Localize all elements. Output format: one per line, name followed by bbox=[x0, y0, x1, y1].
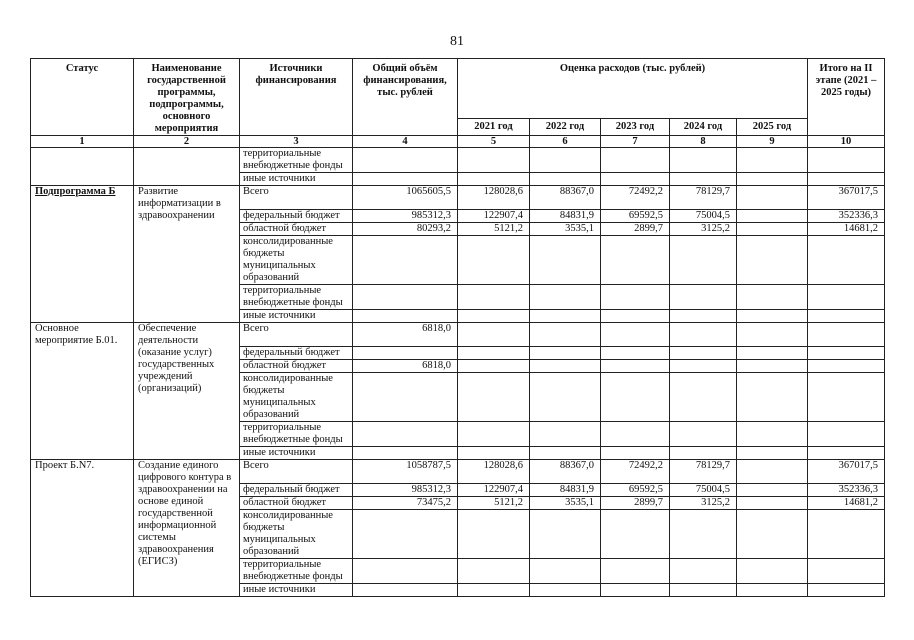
row-source: иные источники bbox=[240, 584, 353, 597]
row-value bbox=[737, 373, 808, 422]
row-value bbox=[670, 323, 737, 347]
row-value: 14681,2 bbox=[808, 223, 885, 236]
row-value: 3535,1 bbox=[530, 223, 601, 236]
header-sources: Источники финансирования bbox=[240, 59, 353, 136]
row-value: 128028,6 bbox=[458, 460, 530, 484]
row-source: иные источники bbox=[240, 173, 353, 186]
header-status: Статус bbox=[31, 59, 134, 136]
row-value: 3535,1 bbox=[530, 497, 601, 510]
row-value bbox=[737, 236, 808, 285]
row-value bbox=[530, 347, 601, 360]
row-source: территориальные внебюджетные фонды bbox=[240, 422, 353, 447]
row-value bbox=[808, 323, 885, 347]
row-value: 88367,0 bbox=[530, 460, 601, 484]
row-value bbox=[737, 422, 808, 447]
row-value bbox=[530, 360, 601, 373]
row-value bbox=[458, 373, 530, 422]
row-value: 78129,7 bbox=[670, 186, 737, 210]
row-value bbox=[353, 584, 458, 597]
row-value bbox=[601, 236, 670, 285]
row-value bbox=[808, 173, 885, 186]
column-number: 8 bbox=[670, 136, 737, 148]
column-number: 3 bbox=[240, 136, 353, 148]
row-value bbox=[601, 360, 670, 373]
row-value: 84831,9 bbox=[530, 484, 601, 497]
row-value bbox=[458, 173, 530, 186]
row-status: Проект Б.N7. bbox=[31, 460, 134, 597]
row-value bbox=[458, 447, 530, 460]
row-value bbox=[808, 510, 885, 559]
row-value: 72492,2 bbox=[601, 460, 670, 484]
row-value: 122907,4 bbox=[458, 210, 530, 223]
row-value: 367017,5 bbox=[808, 460, 885, 484]
row-value bbox=[670, 447, 737, 460]
row-value: 84831,9 bbox=[530, 210, 601, 223]
row-program-name: Создание единого цифрового контура в здравоохранении на основе единой государственной информационной системы здравоохранения (ЕГИСЗ) bbox=[134, 460, 240, 597]
row-value bbox=[737, 148, 808, 173]
row-value: 78129,7 bbox=[670, 460, 737, 484]
header-year: 2025 год bbox=[737, 119, 808, 136]
row-value bbox=[458, 510, 530, 559]
row-value bbox=[601, 510, 670, 559]
row-value bbox=[458, 360, 530, 373]
row-value bbox=[737, 447, 808, 460]
row-value bbox=[458, 285, 530, 310]
row-value bbox=[737, 584, 808, 597]
row-value: 88367,0 bbox=[530, 186, 601, 210]
row-value bbox=[670, 559, 737, 584]
row-value bbox=[530, 148, 601, 173]
row-source: иные источники bbox=[240, 310, 353, 323]
row-value bbox=[737, 510, 808, 559]
row-value: 352336,3 bbox=[808, 484, 885, 497]
row-value bbox=[458, 347, 530, 360]
row-value: 69592,5 bbox=[601, 484, 670, 497]
row-value bbox=[808, 373, 885, 422]
row-value bbox=[458, 323, 530, 347]
row-value bbox=[530, 510, 601, 559]
row-value bbox=[458, 148, 530, 173]
row-value bbox=[670, 373, 737, 422]
row-value bbox=[530, 447, 601, 460]
row-value: 985312,3 bbox=[353, 484, 458, 497]
row-source: консолидированные бюджеты муниципальных образований bbox=[240, 236, 353, 285]
row-value bbox=[737, 497, 808, 510]
row-value bbox=[601, 173, 670, 186]
row-value bbox=[601, 323, 670, 347]
row-value bbox=[670, 510, 737, 559]
table-row bbox=[31, 148, 885, 173]
row-value: 1058787,5 bbox=[353, 460, 458, 484]
row-source: областной бюджет bbox=[240, 497, 353, 510]
row-value bbox=[737, 285, 808, 310]
row-value: 122907,4 bbox=[458, 484, 530, 497]
row-value bbox=[808, 559, 885, 584]
row-value: 72492,2 bbox=[601, 186, 670, 210]
row-value bbox=[353, 347, 458, 360]
row-value: 3125,2 bbox=[670, 223, 737, 236]
row-value bbox=[737, 484, 808, 497]
row-value: 14681,2 bbox=[808, 497, 885, 510]
row-value bbox=[530, 236, 601, 285]
row-value: 1065605,5 bbox=[353, 186, 458, 210]
budget-table bbox=[30, 58, 885, 597]
column-number: 7 bbox=[601, 136, 670, 148]
header-year: 2021 год bbox=[458, 119, 530, 136]
column-number: 4 bbox=[353, 136, 458, 148]
row-value bbox=[808, 584, 885, 597]
row-value: 5121,2 bbox=[458, 223, 530, 236]
row-value: 3125,2 bbox=[670, 497, 737, 510]
row-value bbox=[737, 347, 808, 360]
row-value bbox=[601, 347, 670, 360]
row-value: 6818,0 bbox=[353, 360, 458, 373]
column-number: 10 bbox=[808, 136, 885, 148]
row-value bbox=[808, 422, 885, 447]
row-value bbox=[737, 323, 808, 347]
row-source: федеральный бюджет bbox=[240, 347, 353, 360]
row-value bbox=[670, 360, 737, 373]
row-source: иные источники bbox=[240, 447, 353, 460]
row-value bbox=[353, 373, 458, 422]
header-total-volume: Общий объём финансирования, тыс. рублей bbox=[353, 59, 458, 136]
row-program-name bbox=[134, 148, 240, 186]
table-body bbox=[31, 148, 885, 597]
row-value bbox=[808, 236, 885, 285]
row-value bbox=[601, 148, 670, 173]
row-value bbox=[353, 310, 458, 323]
row-value bbox=[670, 173, 737, 186]
row-value bbox=[530, 584, 601, 597]
row-value: 75004,5 bbox=[670, 210, 737, 223]
row-program-name: Развитие информатизации в здравоохранении bbox=[134, 186, 240, 323]
row-value bbox=[601, 559, 670, 584]
row-value bbox=[530, 559, 601, 584]
row-value: 985312,3 bbox=[353, 210, 458, 223]
header-stage-total: Итого на II этапе (2021 – 2025 годы) bbox=[808, 59, 885, 136]
row-value bbox=[670, 584, 737, 597]
row-value: 2899,7 bbox=[601, 223, 670, 236]
row-value bbox=[670, 148, 737, 173]
row-value bbox=[458, 422, 530, 447]
header-year: 2024 год bbox=[670, 119, 737, 136]
row-value bbox=[737, 173, 808, 186]
row-source: территориальные внебюджетные фонды bbox=[240, 285, 353, 310]
row-status bbox=[31, 148, 134, 186]
row-value bbox=[353, 236, 458, 285]
row-value bbox=[458, 310, 530, 323]
table-row bbox=[31, 460, 885, 484]
row-value bbox=[601, 310, 670, 323]
row-value bbox=[353, 447, 458, 460]
row-value bbox=[530, 422, 601, 447]
row-value bbox=[737, 460, 808, 484]
row-source: Всего bbox=[240, 186, 353, 210]
table-row bbox=[31, 323, 885, 347]
row-value bbox=[670, 236, 737, 285]
row-value bbox=[737, 186, 808, 210]
row-value bbox=[530, 285, 601, 310]
header-program-name: Наименование государственной программы, подпрограммы, основного мероприятия bbox=[134, 59, 240, 136]
row-value: 69592,5 bbox=[601, 210, 670, 223]
row-value bbox=[808, 148, 885, 173]
row-value bbox=[353, 148, 458, 173]
row-value bbox=[530, 323, 601, 347]
row-value bbox=[601, 584, 670, 597]
header-estimate: Оценка расходов (тыс. рублей) bbox=[458, 59, 808, 119]
row-source: Всего bbox=[240, 323, 353, 347]
row-value bbox=[737, 559, 808, 584]
column-number: 1 bbox=[31, 136, 134, 148]
row-value bbox=[808, 310, 885, 323]
row-value bbox=[737, 310, 808, 323]
row-value bbox=[458, 236, 530, 285]
row-value bbox=[737, 210, 808, 223]
row-value bbox=[808, 360, 885, 373]
row-value: 352336,3 bbox=[808, 210, 885, 223]
row-value bbox=[808, 347, 885, 360]
row-value bbox=[353, 173, 458, 186]
row-value bbox=[353, 422, 458, 447]
row-value: 75004,5 bbox=[670, 484, 737, 497]
row-value bbox=[670, 285, 737, 310]
column-number: 2 bbox=[134, 136, 240, 148]
row-value: 367017,5 bbox=[808, 186, 885, 210]
row-value bbox=[808, 285, 885, 310]
row-source: федеральный бюджет bbox=[240, 484, 353, 497]
row-source: территориальные внебюджетные фонды bbox=[240, 559, 353, 584]
row-value bbox=[530, 373, 601, 422]
table-row bbox=[31, 186, 885, 210]
column-number: 6 bbox=[530, 136, 601, 148]
row-value: 2899,7 bbox=[601, 497, 670, 510]
row-value bbox=[353, 510, 458, 559]
row-source: консолидированные бюджеты муниципальных образований bbox=[240, 373, 353, 422]
page-number: 81 bbox=[450, 34, 464, 49]
row-source: территориальные внебюджетные фонды bbox=[240, 148, 353, 173]
column-number-row bbox=[31, 136, 885, 148]
row-value bbox=[670, 422, 737, 447]
row-value bbox=[530, 310, 601, 323]
row-value bbox=[353, 559, 458, 584]
row-source: областной бюджет bbox=[240, 223, 353, 236]
header-year: 2022 год bbox=[530, 119, 601, 136]
row-status: Основное мероприятие Б.01. bbox=[31, 323, 134, 460]
row-value: 6818,0 bbox=[353, 323, 458, 347]
row-value bbox=[737, 360, 808, 373]
row-value bbox=[458, 559, 530, 584]
row-value bbox=[737, 223, 808, 236]
row-value bbox=[808, 447, 885, 460]
row-value bbox=[670, 347, 737, 360]
row-source: консолидированные бюджеты муниципальных образований bbox=[240, 510, 353, 559]
row-status: Подпрограмма Б bbox=[31, 186, 134, 323]
row-source: Всего bbox=[240, 460, 353, 484]
column-number: 9 bbox=[737, 136, 808, 148]
row-source: федеральный бюджет bbox=[240, 210, 353, 223]
row-value bbox=[670, 310, 737, 323]
row-source: областной бюджет bbox=[240, 360, 353, 373]
row-value bbox=[601, 422, 670, 447]
row-program-name: Обеспечение деятельности (оказание услуг) государственных учреждений (организаций) bbox=[134, 323, 240, 460]
row-value: 128028,6 bbox=[458, 186, 530, 210]
row-value: 73475,2 bbox=[353, 497, 458, 510]
row-value bbox=[601, 373, 670, 422]
row-value bbox=[458, 584, 530, 597]
row-value bbox=[601, 285, 670, 310]
row-value: 80293,2 bbox=[353, 223, 458, 236]
row-value bbox=[530, 173, 601, 186]
row-value bbox=[353, 285, 458, 310]
row-value bbox=[601, 447, 670, 460]
row-value: 5121,2 bbox=[458, 497, 530, 510]
column-number: 5 bbox=[458, 136, 530, 148]
header-year: 2023 год bbox=[601, 119, 670, 136]
